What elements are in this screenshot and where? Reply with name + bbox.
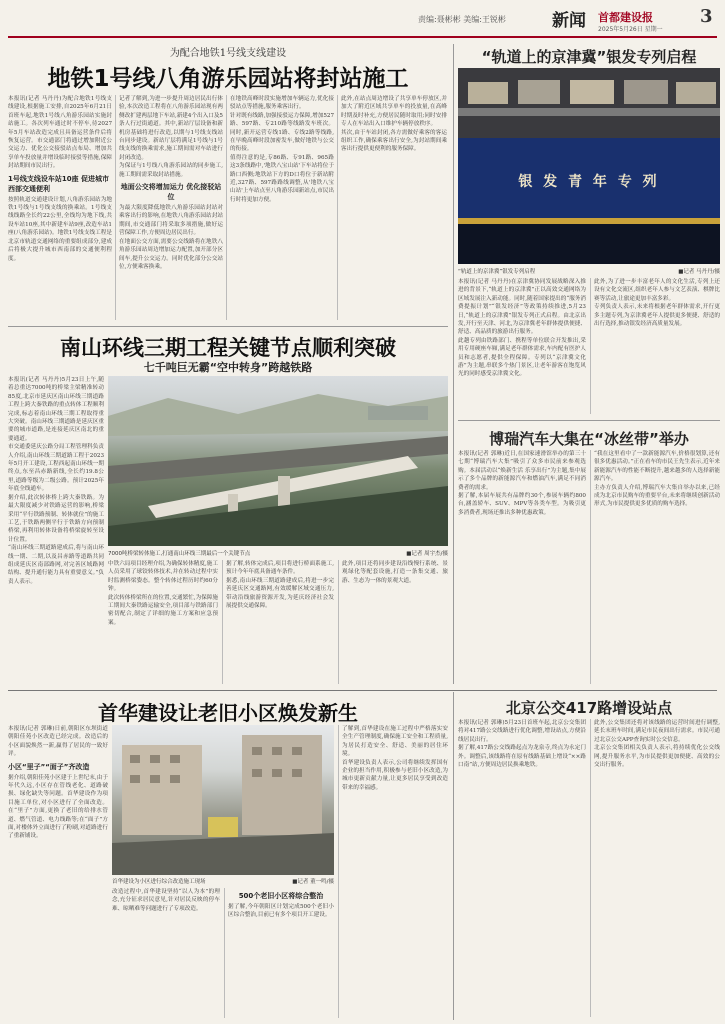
story2-col2 xyxy=(594,278,720,416)
story3-col1 xyxy=(8,376,104,686)
story6-text-a: 据了解,417路公交线路起点为龙泉寺,终点为永定门外。调整后,该线路将在原有线路基础上增设“××路口南”站,方便周边居民换乘地铁。 xyxy=(458,745,586,769)
story3-headline: 南山环线三期工程关键节点顺利突破 xyxy=(60,336,396,360)
story1-col4 xyxy=(341,95,447,325)
train-photo xyxy=(458,68,720,264)
story4-col1 xyxy=(458,450,586,686)
renovation-photo xyxy=(112,725,334,875)
story4-text-b: “我在这里看中了一款新能源汽车,价格很划算,还有很多优惠活动。”正在看车的市民王先生表示,近年来新能源汽车的性能不断提升,越来越多的人选择新能源汽车。 xyxy=(594,451,720,483)
section-rule xyxy=(8,326,448,327)
story2-text-4: 专列负责人表示,未来将根据老年群体需求,开行更多主题专列,为京津冀老年人提供更多便捷、舒适的出行选择,推动银发经济高质量发展。 xyxy=(594,304,720,328)
newspaper-name: 首都建设报 xyxy=(598,11,653,24)
story1-subhead2: 地面公交将增加运力 优化接驳站位 xyxy=(120,183,222,202)
page-divider xyxy=(453,44,454,684)
section-rule xyxy=(458,420,720,421)
story3-photo-credit: ■记者 周宇杰/摄 xyxy=(406,551,448,557)
editor-credits: 责编:聂彬彬 美编:王锐彬 xyxy=(418,15,506,24)
story2-text-2: 此趟专列由铁路部门、携程等单位联合开发推出,采用专用硬座车厢,满足老年群体需求,车内配有医护人员和志愿者,提供全程保障。专列以“京津冀文化游”为主题,串联多个热门景区,让老年游客在饱览风光的同时感受京津冀文化。 xyxy=(458,337,586,378)
col-divider xyxy=(226,95,227,320)
story3-photo-caption: 7000吨桥梁转体施工,打通南山环线三期最后一个关键节点 xyxy=(108,551,251,557)
story6-headline: 北京公交417路增设站点 xyxy=(505,699,673,717)
story1-col2-text-b: 为保证与1号线八角游乐园站的同步施工,施工期间需采取封站措施。 xyxy=(119,163,223,178)
story1-col1-text: 按照轨道交通建设计划,八角游乐园站为地铁1号线与1号线支线的换乘站。1号线支线线路全长约22公里,全线均为地下线,共设车站10座,其中新建车站9座,改造车站1座(八角游乐园站)。地铁1号线支线工程是北京市轨道交通网络的重要组成部分,建成后将极大提升城市西南部的交通便利程度。 xyxy=(8,196,112,262)
story5-photo-credit: ■记者 董一鸣/摄 xyxy=(292,879,334,885)
story2-lead: 本报讯(记者 马丹丹)在京津冀协同发展战略深入推进的背景下,“轨道上的京津冀”正以高效交通网络为区域发展注入新动能。同时,随着国家提出的“服务消费提振计划”“银发经济”等政策持续推进,5月23日,“轨道上的京津冀”银发专列正式启程。由北京出发,开行至天津、河北,为京津冀老年群体提供便捷、舒适、高品质的旅游出行服务。 xyxy=(458,279,586,336)
col-divider xyxy=(115,95,116,320)
story6-col2 xyxy=(594,719,720,1019)
story3-mid-a: 中铁六局项目经理介绍,为确保转体精度,施工人员采用了球铰转体技术,并在转动过程中实时监测桥梁姿态。整个转体过程历时约60分钟。 xyxy=(108,561,218,593)
story5-headline: 首华建设让老旧小区焕发新生 xyxy=(98,701,358,725)
story2-text-3: 此外,为了进一步丰富老年人的文化生活,专列上还设有文化交流区,组织老年人参与文艺表演、棋牌比赛等活动,让旅途更加丰富多彩。 xyxy=(594,279,720,302)
story1-kicker: 为配合地铁1号线支线建设 xyxy=(169,48,287,59)
story2-photo-credit: ■记者 马丹丹/摄 xyxy=(678,269,720,275)
story1-col3-text-b: 针对既有线路,加强接驳运力保障,增加527路、597路、专210路等线路发车班次。同时,新开运营专线1路、专线2路等线路,在早晚高峰时段加密发车,做好地铁与公交的衔接。 xyxy=(230,112,334,153)
story4-text-c: 主办方负责人介绍,博瑞汽车大集自举办以来,已经成为北京市民购车的重要平台,未来将继续创新活动形式,为市民提供更多优质的购车选择。 xyxy=(594,484,720,508)
story1-col3-text-c: 值得注意的是,专86路、专91路、965路这3条线路中,'地铁八宝山站'下车站将位于路口西侧;地铁站下方的D口将位于新站附近,327路、597路路线调整,从'地铁八宝山站'上车站点至八角游乐园新站点,市民出行时将更加方便。 xyxy=(230,154,334,203)
story3-deck: 七千吨巨无霸“空中转身”跨越铁路 xyxy=(143,361,313,374)
col-divider xyxy=(222,560,223,684)
train-car-text: 银 发 青 年 专 列 xyxy=(518,174,660,190)
section-name: 新闻 xyxy=(552,11,586,31)
story2-col1 xyxy=(458,278,586,416)
story2-photo-caption: “轨道上的京津冀”银发专列启程 xyxy=(458,269,536,275)
story1-col3-text-a: 在地铁高峰时段实施增加车辆运力,优化接驳站点等措施,服务乘客出行。 xyxy=(230,96,334,111)
story3-text-b: 据介绍,此次转体桥上跨大秦铁路。为最大限度减少对铁路运营的影响,桥梁采用“平行铁路预制、转体就位”的施工工艺,于铁路两侧平行于铁路方向预制桥梁,再利用转体设备将桥梁旋转至设计位置。 xyxy=(8,494,104,543)
story3-right-b: 此外,项目还将同步建设沿线慢行系统、景观绿化等配套设施,打造一条集交通、旅游、生态为一体的景观大道。 xyxy=(342,561,448,584)
story3-col4 xyxy=(342,560,448,686)
story1-col2-text-d: 在地面公交方面,需要公交线路将在地铁八角游乐园站周边增加运力配置,加开部分区间车,提升公交运力。同时优化部分公交站位,方便乘客换乘。 xyxy=(119,238,223,270)
story6-text-c: 北京公交集团相关负责人表示,将持续优化公交线网,提升服务水平,为市民提供更加便捷、高效的公交出行服务。 xyxy=(594,745,720,769)
story1-col4-text-b: 其次,由于车站封闭,各方需做好乘客的客运组织工作,确保乘客出行安全,为封站期间乘客出行提供更便利的服务保障。 xyxy=(341,129,447,153)
story4-lead: 本报讯(记者 郭琳)近日,在国家速滑馆举办的第三十七期“博瑞汽车大集”吸引了众多市民前来参观选购。本届活动以“焕新生活 乐享出行”为主题,集中展示了多个品牌的新能源汽车和燃油汽车,满足不同消费者的需求。 xyxy=(458,451,586,491)
story5-subhead2: 500个老旧小区将综合整治 xyxy=(238,892,324,900)
col-divider xyxy=(590,719,591,1017)
col-divider xyxy=(338,560,339,684)
story1-col2-text-a: 记者了解到,为进一步提升周边居民出行体验,本次改造工程将在八角游乐园站现有两侧改扩建两层地下车站,新建4个出入口及5条人行过街通道。其中,新站厅层设备和新机房基础将进行改造,以期与1号线支线站台同步建设。新站厅层将满足1号线与1号线支线的换乘需求,施工期间需对车站进行封闭改造。 xyxy=(119,96,223,161)
story1-col1 xyxy=(8,95,112,325)
story6-col1 xyxy=(458,719,586,1019)
story5-right-a: 了解到,首华建设在施工过程中严格落实安全生产管理制度,确保施工安全和工程质量,为居民打造安全、舒适、美丽的居住环境。 xyxy=(342,726,448,758)
story5-col2 xyxy=(112,888,220,1020)
col-divider xyxy=(590,278,591,414)
story3-mid-c: 据了解,转体完成后,项目将进行桥面系施工,预计今年年底具备通车条件。 xyxy=(226,561,334,576)
story1-col2 xyxy=(119,95,223,325)
story1-lead: 本报讯(记者 马丹丹)为配合地铁1号线支线建设,根据施工安排,自2025年6月21日首班车起,地铁1号线八角游乐园站实施封站施工。各次列车通过时不停车,待2027年5月车站改造完成且具备运营条件后将恢复运营。市交通部门将通过增加附近公交运力、优化公交接驳站点布局、增加共享单车投放量并增设临时接驳等措施,保障封站期间市民出行。 xyxy=(8,96,112,170)
story1-headline: 地铁1号线八角游乐园站将封站施工 xyxy=(47,66,409,92)
story1-col3 xyxy=(230,95,334,325)
issue-date: 2025年5月26日 星期一 xyxy=(598,26,663,33)
story5-col4 xyxy=(342,725,448,1020)
story3-col3 xyxy=(226,560,334,686)
story1-col4-text-a: 此外,在站点周边增设了共享单车停放区,并加大了附近区域共享单车的投放量,在高峰时期及时补充,方便居民随时取用;同时安排专人在车站出入口维护车辆停放秩序。 xyxy=(341,96,447,128)
page-number: 3 xyxy=(700,6,713,27)
col-divider xyxy=(338,725,339,1018)
story5-mid-a: 改造过程中,首华建设坚持“以人为本”的理念,充分征求居民意见,针对居民反映的停车难、晾晒难等问题进行了专项改造。 xyxy=(112,889,220,912)
train-illustration xyxy=(458,68,720,264)
story4-headline: 博瑞汽车大集在“冰丝带”举办 xyxy=(489,430,689,448)
story5-photo-caption: 首华建设为小区进行综合改造施工现场 xyxy=(112,879,206,885)
bridge-photo xyxy=(108,376,448,546)
story6-lead: 本报讯(记者 郭琳)5月23日首班车起,北京公交集团将对417路公交线路进行优化调整,增设站点,方便沿线居民出行。 xyxy=(458,720,586,743)
col-divider xyxy=(337,95,338,320)
story1-col2-text-c: 为最大限度降低地铁八角游乐园站封站对乘客出行的影响,在地铁八角游乐园站封站期间,市交通部门将采取多项措施,做好运营保障工作,方便周边居民出行。 xyxy=(119,205,223,237)
story2-headline: “轨道上的京津冀”银发专列启程 xyxy=(481,48,697,66)
story3-text-c: “南山环线三期道路建成后,将与南山环线一期、二期,以及昌赤路等道路共同组成延庆区南部路网,对完善区域路网结构、提升通行能力具有重要意义。”负责人表示。 xyxy=(8,545,104,585)
bridge-illustration xyxy=(108,376,448,546)
page-header xyxy=(0,0,725,38)
story4-col2 xyxy=(594,450,720,686)
col-divider xyxy=(224,888,225,1018)
section-rule xyxy=(8,690,717,691)
header-rule xyxy=(8,36,717,38)
story5-col3 xyxy=(228,888,334,1020)
story3-lead: 本报讯(记者 马丹丹)5月23日上午,随着总重达7000吨的桥梁主梁精准转动85度,北京市延庆区南山环线三期道路工程上跨大秦铁路的重点转体工程顺利完成,标志着南山环线三期工程取得重大突破。南山环线三期道路是延庆区重要的城市道路,是连接延庆区南北的重要通道。 xyxy=(8,377,104,442)
story3-col2 xyxy=(108,560,218,686)
story5-text-a: 据介绍,朝阳佳苑小区建于上世纪末,由于年代久远,小区存在管线老化、道路破损、绿化缺失等问题。首华建设作为项目施工单位,对小区进行了全面改造。在“里子”方面,更换了老旧的给排水管道、燃气管道、电力线路等;在“面子”方面,对楼体外立面进行了粉刷,对道路进行了重新铺设。 xyxy=(8,774,108,840)
story3-mid-b: 此次转体桥梁所在的位置,交通繁忙,为保障施工期间大秦铁路运输安全,项目部与铁路部门密切配合,制定了详细的施工方案和应急预案。 xyxy=(108,594,218,626)
story5-right-b: 首华建设负责人表示,公司将继续发挥国有企业的担当作用,积极参与老旧小区改造,为城市更新贡献力量,让更多居民享受到改造带来的幸福感。 xyxy=(342,759,448,791)
story5-lead: 本报讯(记者 郭琳)日前,朝阳区东坝街道朝阳佳苑小区改造已经完成。改造后的小区面貌焕然一新,赢得了居民的一致好评。 xyxy=(8,726,108,758)
story5-col1 xyxy=(8,725,108,1020)
story5-subhead: 小区“里子”“面子”齐改造 xyxy=(8,762,90,771)
story4-text-a: 据了解,本届车展共有品牌约30个,参展车辆约800台,涵盖轿车、SUV、MPV等各类车型。为吸引更多消费者,现场还推出多种优惠政策。 xyxy=(458,493,586,516)
story3-text-a: 市交通委延庆公路分局工程管理科负责人介绍,南山环线三期道路工程于2023年5月开工建设,工程西起南山环线一期终点,东至昌赤路新线,全长约19.8公里,道路等级为二级公路。预计2025年年底全线通车。 xyxy=(8,444,104,493)
story5-mid-b: 据了解,今年朝阳区计划完成500个老旧小区综合整治,目前已有多个项目开工建设。 xyxy=(228,904,334,919)
renovation-illustration xyxy=(112,725,334,875)
col-divider xyxy=(590,450,591,684)
story1-subhead1: 1号线支线设车站10座 促进城市西部交通便利 xyxy=(8,174,110,193)
page-divider xyxy=(453,692,454,1020)
story3-right-a: 据悉,南山环线三期道路建成后,将进一步完善延庆区交通路网,有效缓解区域交通压力,带动沿线旅游资源开发,为延庆经济社会发展提供交通保障。 xyxy=(226,577,334,610)
story6-text-b: 此外,公交集团还将对该线路的运营时间进行调整,延长末班车时间,满足市民夜间出行需求。市民可通过北京公交APP查询实时公交信息。 xyxy=(594,720,720,743)
